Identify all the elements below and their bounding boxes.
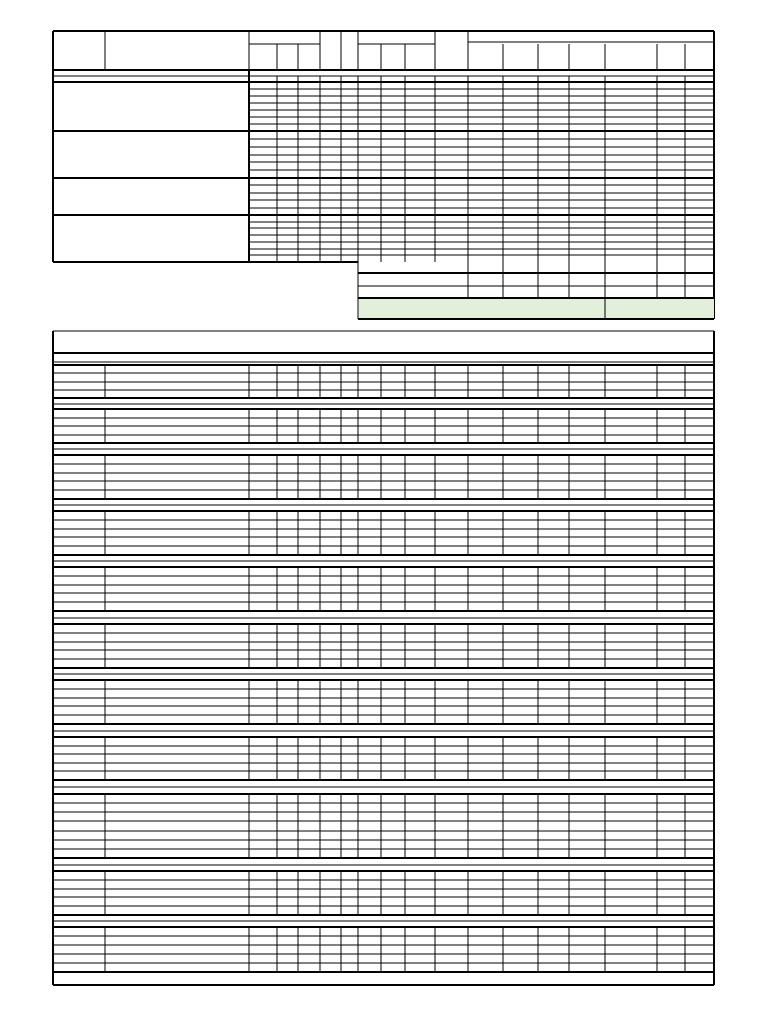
upper-table bbox=[53, 31, 714, 319]
summary-total-row bbox=[359, 299, 714, 318]
lower-table bbox=[53, 331, 714, 985]
